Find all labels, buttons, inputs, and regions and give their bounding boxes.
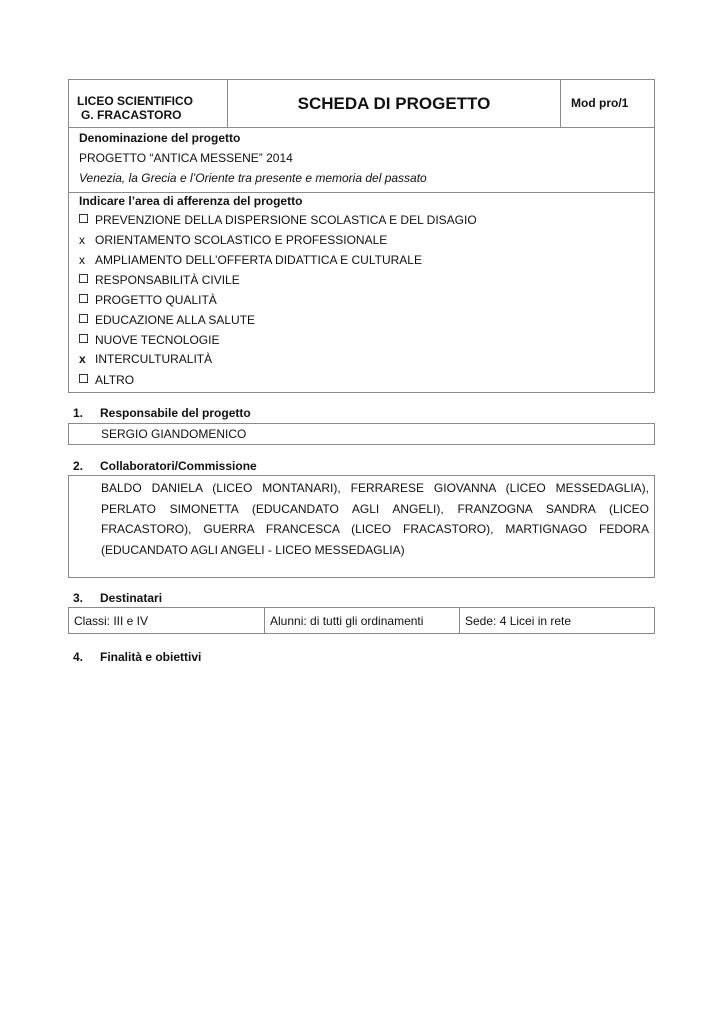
section-heading-finalita: 4. Finalità e obiettivi	[73, 650, 202, 664]
title-cell	[228, 80, 561, 127]
document-title: SCHEDA DI PROGETTO	[297, 94, 491, 113]
checkbox-empty-icon	[79, 273, 95, 287]
checkbox-empty-icon	[79, 293, 95, 307]
area-option: x INTERCULTURALITÀ	[79, 352, 213, 366]
section-heading-destinatari: 3. Destinatari	[73, 591, 163, 605]
header-table	[68, 79, 655, 128]
responsabile-value: SERGIO GIANDOMENICO	[101, 427, 247, 441]
checkbox-empty-icon	[79, 313, 95, 327]
project-name-box	[68, 127, 655, 193]
project-area-box	[68, 192, 655, 393]
project-name: PROGETTO “ANTICA MESSENE” 2014	[79, 151, 293, 165]
collaboratori-box	[68, 475, 655, 578]
responsabile-box	[68, 423, 655, 445]
check-x-icon: x	[79, 233, 85, 247]
module-cell	[561, 80, 654, 127]
checkbox-empty-icon	[79, 213, 95, 227]
area-option: EDUCAZIONE ALLA SALUTE	[79, 313, 255, 327]
project-area-label: Indicare l’area di afferenza del progetto	[79, 194, 303, 208]
area-option: ALTRO	[79, 373, 134, 387]
destinatari-sede-cell	[460, 608, 654, 633]
destinatari-table	[68, 607, 655, 634]
module-code: Mod pro/1	[571, 96, 629, 110]
project-subtitle: Venezia, la Grecia e l’Oriente tra presente e memoria del passato	[79, 171, 427, 185]
destinatari-alunni-cell	[265, 608, 460, 633]
school-name: LICEO SCIENTIFICO	[77, 94, 194, 108]
destinatari-alunni: Alunni: di tutti gli ordinamenti	[270, 614, 424, 628]
check-x-icon: x	[79, 352, 86, 366]
area-option: RESPONSABILITÀ CIVILE	[79, 273, 240, 287]
collaboratori-value: BALDO DANIELA (LICEO MONTANARI), FERRARESE GIOVANNA (LICEO MESSEDAGLIA), PERLATO SIMONETTA (EDUCANDATO AGLI ANGELI), FRANZOGNA SANDRA (LICEO FRACASTORO), GUERRA FRANCESCA (LICEO FRACASTORO), MARTIGNAGO FEDORA (EDUCANDATO AGLI ANGELI - LICEO MESSEDAGLIA)	[101, 481, 649, 557]
checkbox-empty-icon	[79, 333, 95, 347]
section-heading-collaboratori: 2. Collaboratori/Commissione	[73, 459, 257, 473]
school-cell	[69, 80, 228, 127]
area-option: PROGETTO QUALITÀ	[79, 293, 217, 307]
check-x-icon: x	[79, 253, 85, 267]
area-option: PREVENZIONE DELLA DISPERSIONE SCOLASTICA E DEL DISAGIO	[79, 213, 477, 227]
section-heading-responsabile: 1. Responsabile del progetto	[73, 406, 251, 420]
school-subname: G. FRACASTORO	[81, 108, 182, 122]
area-option: x AMPLIAMENTO DELL’OFFERTA DIDATTICA E CULTURALE	[79, 253, 422, 267]
destinatari-classi: Classi: III e IV	[74, 614, 149, 628]
checkbox-empty-icon	[79, 373, 95, 387]
destinatari-classi-cell	[69, 608, 265, 633]
area-option: x ORIENTAMENTO SCOLASTICO E PROFESSIONALE	[79, 233, 388, 247]
area-option: NUOVE TECNOLOGIE	[79, 333, 219, 347]
destinatari-sede: Sede: 4 Licei in rete	[465, 614, 572, 628]
project-name-label: Denominazione del progetto	[79, 131, 241, 145]
